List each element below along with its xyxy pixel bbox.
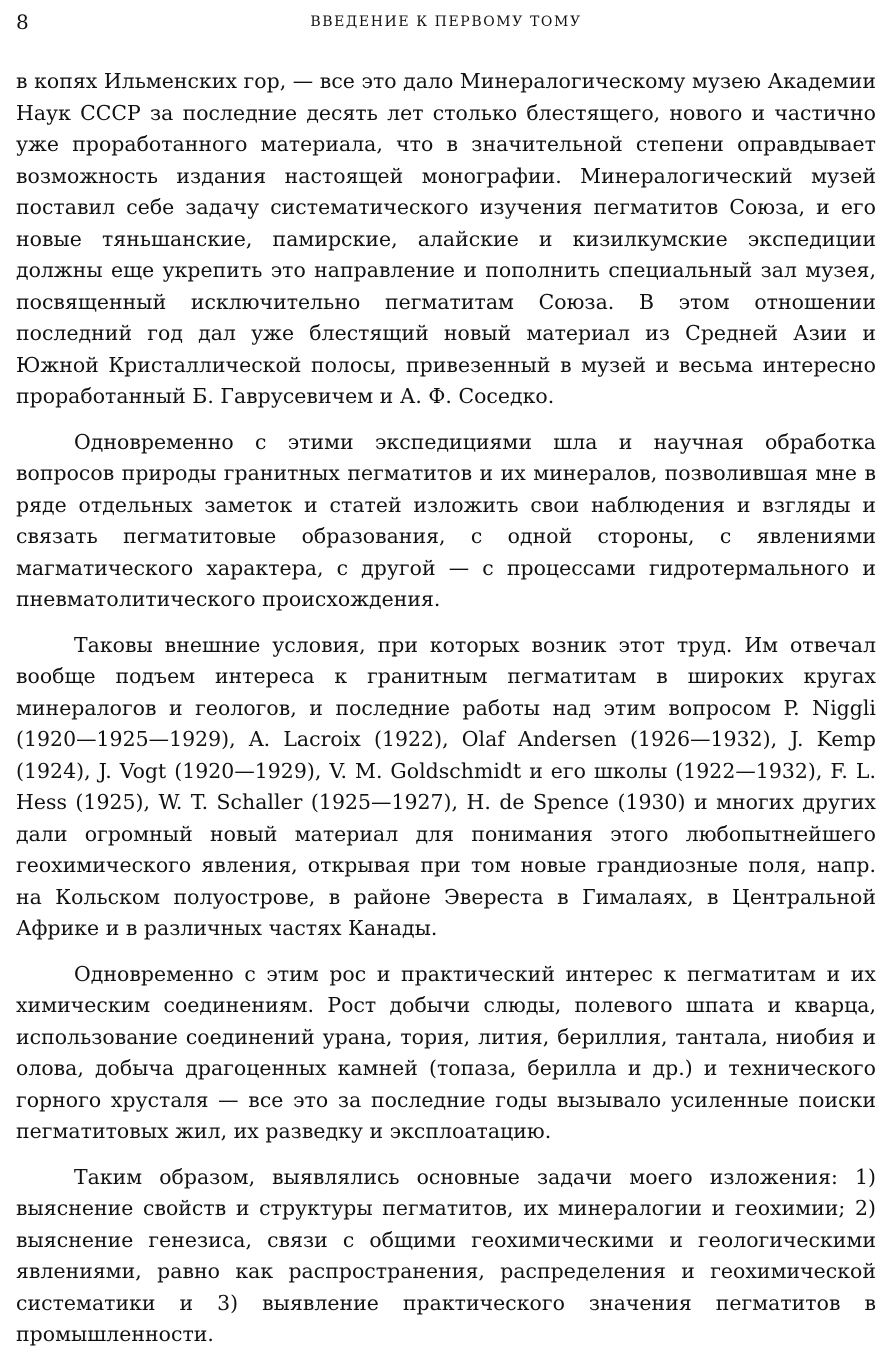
- body-text: [16, 66, 876, 1351]
- paragraph-scientific-work: Одновременно с этими экспедициями шла и научная обработка вопросов природы гранитных пегматитов и их минералов, позволившая мне в ряде отдельных заметок и статей изложить свои наблюдения и взгляды и связать пегматитовые образования, с одной стороны, с явлениями магматического характера, с другой — с процессами гидротермального и пневматолитического происхождения.: [16, 429, 876, 611]
- running-title: ВВЕДЕНИЕ К ПЕРВОМУ ТОМУ: [310, 14, 582, 30]
- paragraph-external-conditions: Таковы внешние условия, при которых возник этот труд. Им отвечал вообще подъем интереса к гранитным пегматитам в широких кругах минералогов и геологов, и последние работы над этим вопросом P. Niggli (1920—1925—1929), A. Lacroix (1922), Olaf Andersen (1926—1932), J. Kemp (1924), J. Vogt (1920—1929), V. M. Goldschmidt и его школы (1922—1932), F. L. Hess (1925), W. T. Schaller (1925—1927), H. de Spence (1930) и многих других дали огромный новый материал для понимания этого любопытнейшего геохимического явления, открывая при том новые грандиозные поля, напр. на Кольском полуострове, в районе Эвереста в Гималаях, в Центральной Африке и в различных частях Канады.: [16, 632, 876, 940]
- page-header: [16, 8, 876, 36]
- document-page: [16, 8, 876, 1351]
- paragraph-main-tasks: Таким образом, выявлялись основные задачи моего изложения: 1) выяснение свойств и структуры пегматитов, их минералогии и геохимии; 2) выяснение генезиса, связи с общими геохимическими и геологическими явлениями, равно как распространения, распределения и геохимической систематики и 3) выявление практического значения пегматитов в промышленности.: [16, 1164, 876, 1346]
- page-number: 8: [16, 10, 29, 34]
- paragraph-continuation: в копях Ильменских гор, — все это дало Минералогическому музею Академии Наук СССР за последние десять лет столько блестящего, нового и частично уже проработанного материала, что в значительной степени оправдывает возможность издания настоящей монографии. Минералогический музей поставил себе задачу систематического изучения пегматитов Союза, и его новые тяньшанские, памирские, алайские и кизилкумские экспедиции должны еще укрепить это направление и пополнить специальный зал музея, посвященный исключительно пегматитам Союза. В этом отношении последний год дал уже блестящий новый материал из Средней Азии и Южной Кристаллической полосы, привезенный в музей и весьма интересно проработанный Б. Гаврусевичем и А. Ф. Соседко.: [16, 69, 876, 408]
- paragraph-practical-interest: Одновременно с этим рос и практический интерес к пегматитам и их химическим соединениям. Рост добычи слюды, полевого шпата и кварца, использование соединений урана, тория, лития, бериллия, тантала, ниобия и олова, добыча драгоценных камней (топаза, берилла и др.) и технического горного хрусталя — все это за последние годы вызывало усиленные поиски пегматитовых жил, их разведку и эксплоатацию.: [16, 961, 876, 1143]
